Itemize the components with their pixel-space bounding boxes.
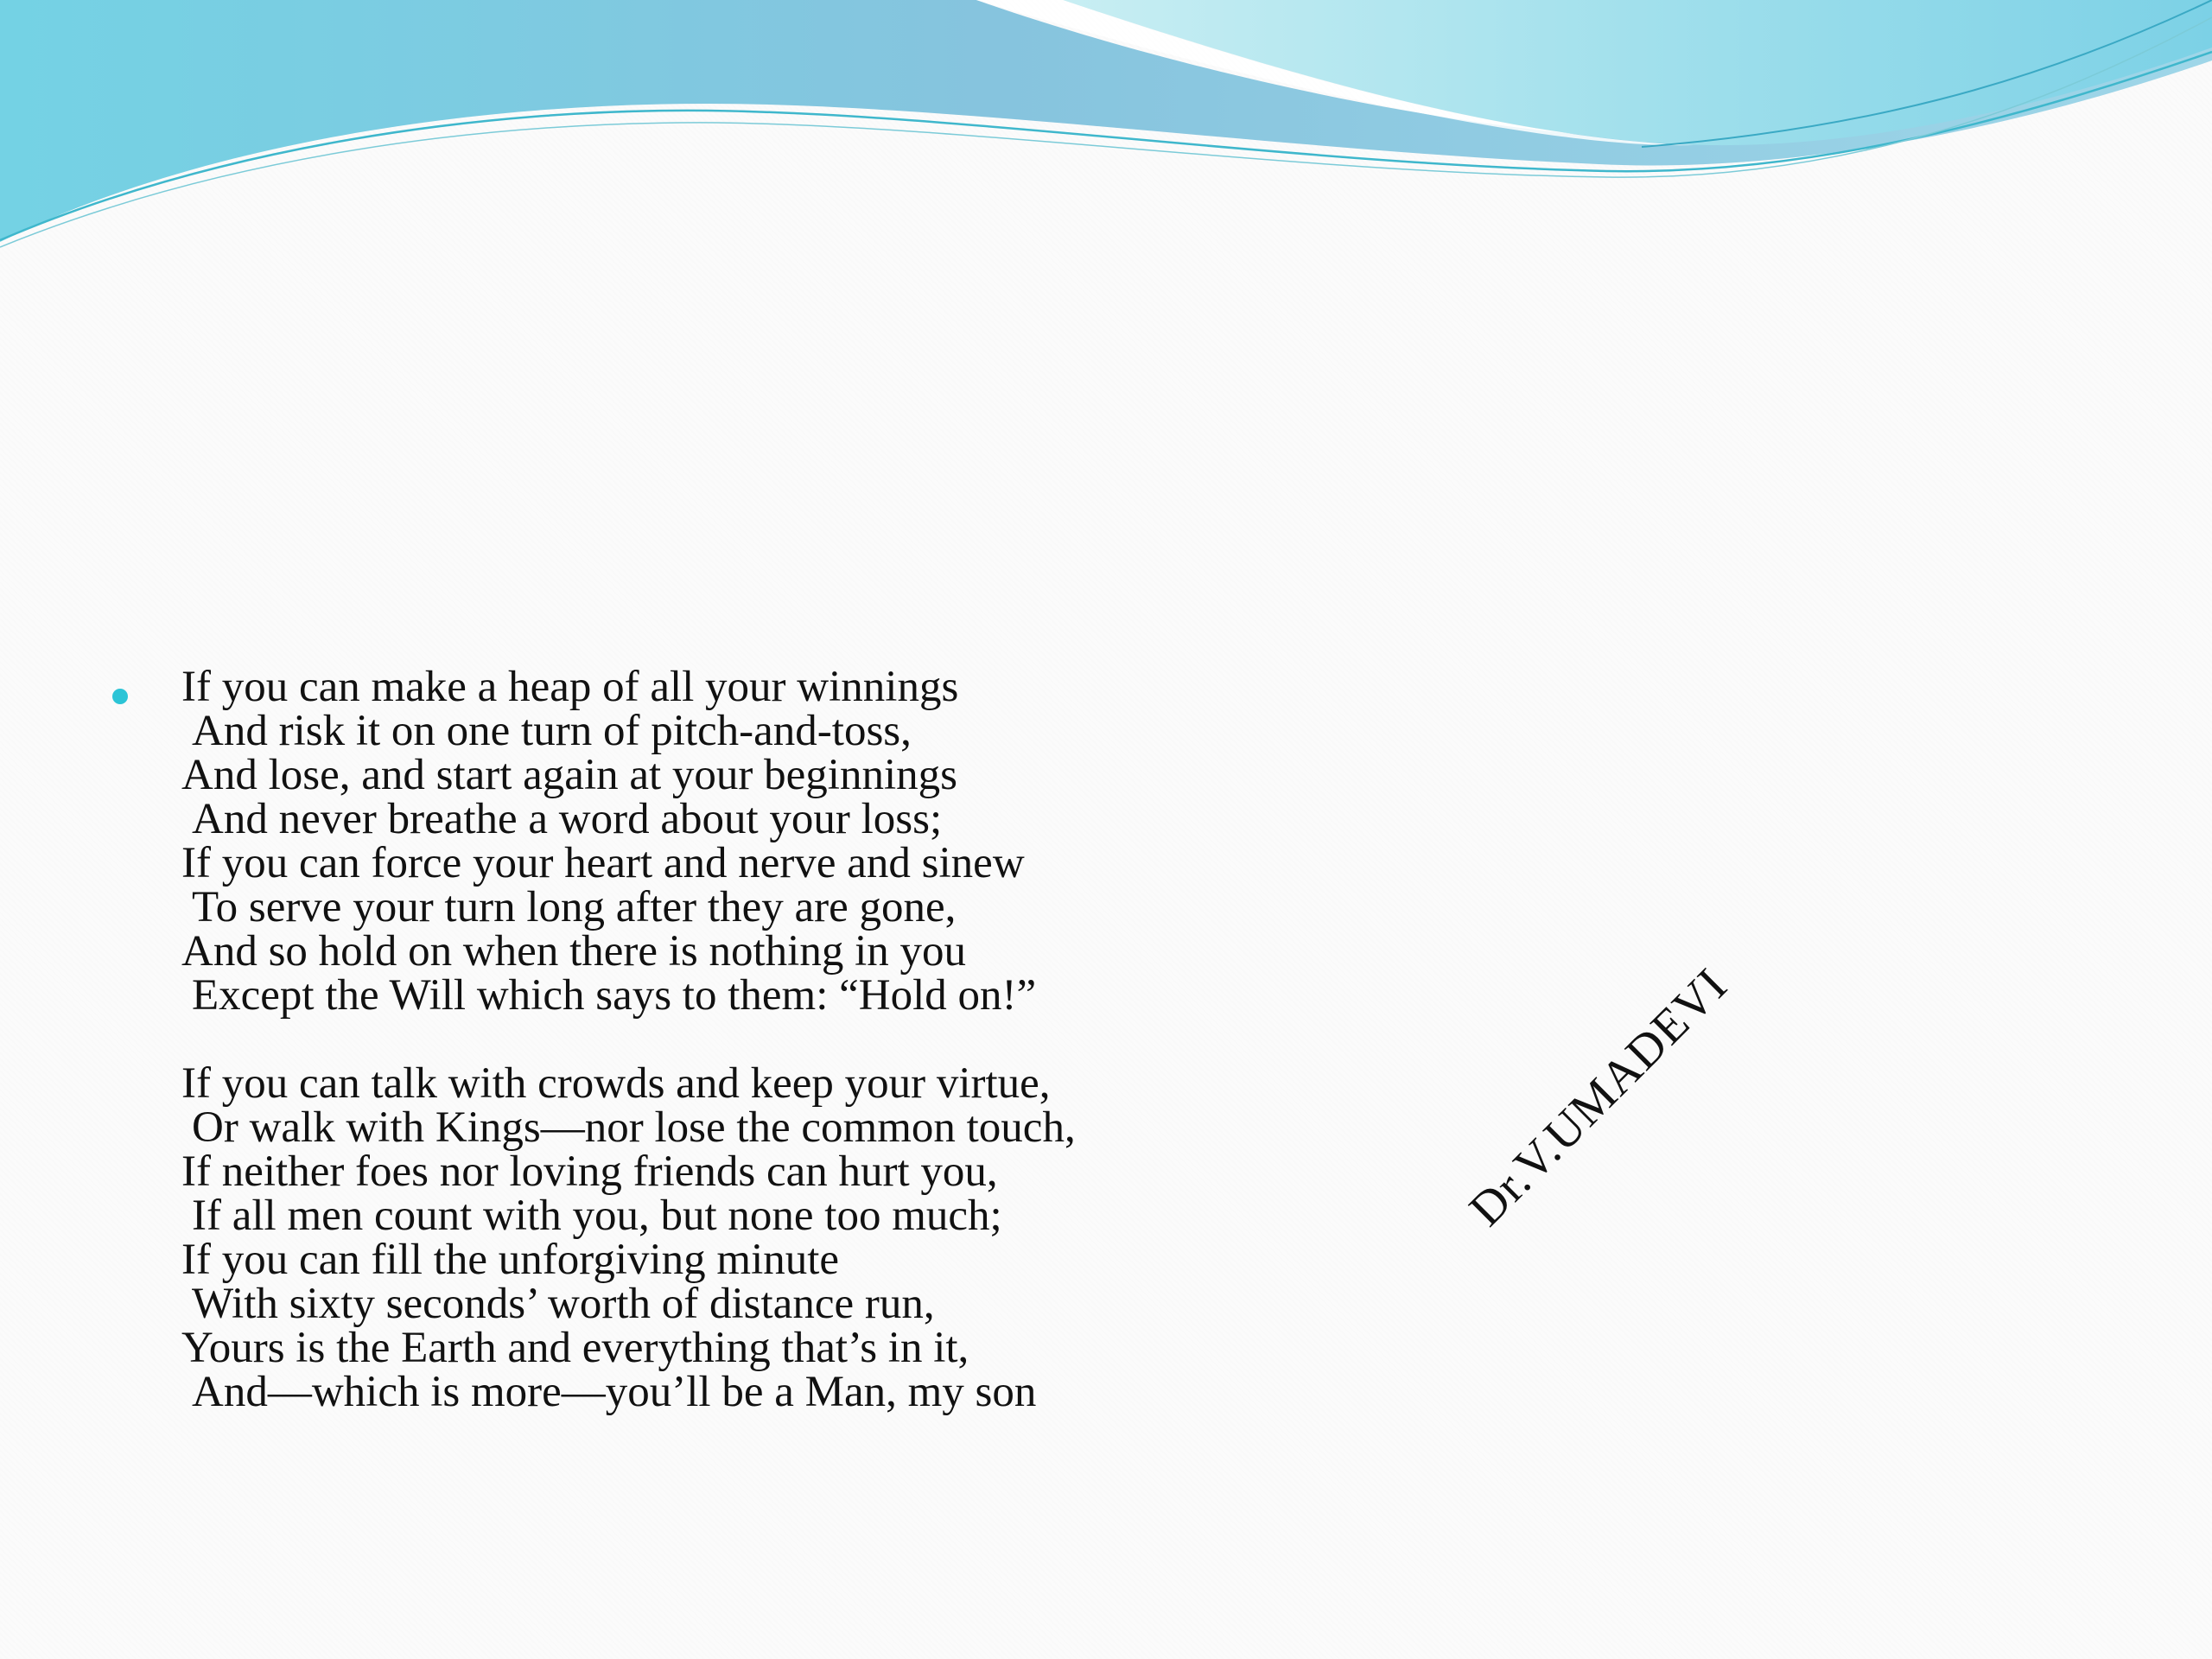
- poem-line: And never breathe a word about your loss;: [192, 795, 943, 843]
- poem-line: If all men count with you, but none too much;: [192, 1192, 1002, 1240]
- stanza-break: [181, 1018, 1236, 1062]
- poem-line: Or walk with Kings—nor lose the common touch,: [192, 1103, 1076, 1152]
- poem-line: Yours is the Earth and everything that’s in it,: [181, 1324, 969, 1372]
- round-bullet-icon: [112, 689, 128, 704]
- header-wave-decoration: [0, 0, 2212, 259]
- author-signature: Dr.V.UMADEVI: [1459, 957, 1738, 1237]
- poem-line: If you can force your heart and nerve and sinew: [181, 839, 1025, 887]
- poem-text: [181, 665, 1236, 1414]
- poem-line: And risk it on one turn of pitch-and-toss,: [192, 707, 912, 755]
- poem-line: And so hold on when there is nothing in you: [181, 927, 967, 976]
- poem-line: If neither foes nor loving friends can hurt you,: [181, 1147, 998, 1196]
- poem-line: And—which is more—you’ll be a Man, my son: [192, 1368, 1037, 1416]
- poem-line: If you can fill the unforgiving minute: [181, 1236, 840, 1284]
- poem-line: To serve your turn long after they are gone,: [192, 883, 957, 931]
- poem-line: Except the Will which says to them: “Hold on!”: [192, 971, 1037, 1020]
- poem-line: With sixty seconds’ worth of distance run,: [192, 1280, 935, 1328]
- poem-line: If you can make a heap of all your winnings: [181, 663, 959, 711]
- poem-line: And lose, and start again at your beginnings: [181, 751, 957, 799]
- poem-line: If you can talk with crowds and keep your virtue,: [181, 1059, 1051, 1108]
